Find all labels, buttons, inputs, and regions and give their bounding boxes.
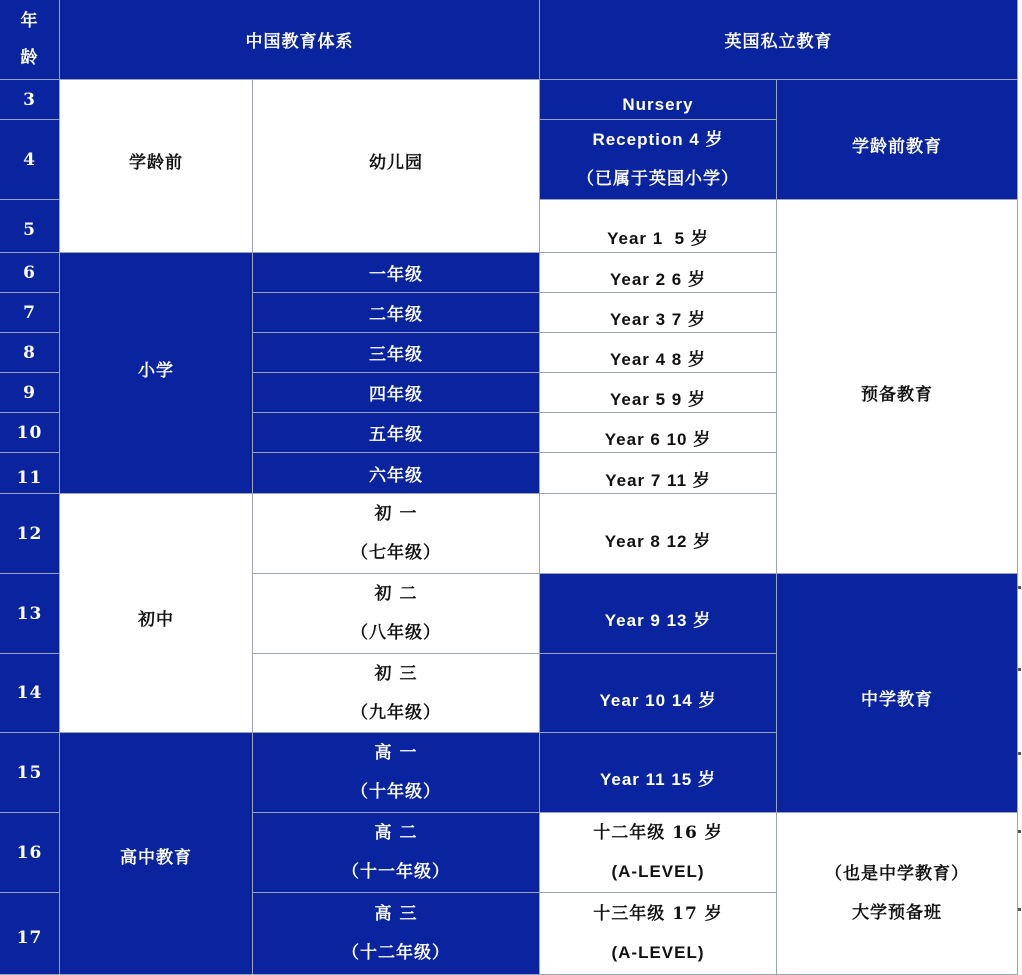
uk-year-label: Year 1 5 岁 (607, 228, 709, 248)
china-grade-sublabel: （十二年级） (342, 943, 450, 963)
header-china-system (60, 0, 540, 80)
uk-year-label: 十三年级 17 岁 (593, 904, 723, 924)
china-grade-label: 高 三 (374, 904, 418, 924)
age-cell (0, 333, 60, 373)
age-cell (0, 733, 60, 813)
uk-year-7 (540, 453, 777, 494)
age-label: 9 (23, 382, 36, 403)
uk-year-6 (540, 413, 777, 453)
china-stage-preschool (60, 80, 253, 253)
age-cell (0, 120, 60, 200)
china-grade-label: 六年级 (369, 465, 423, 486)
china-grade-label: 初 三 (374, 663, 418, 684)
uk-year-sublabel: (A-LEVEL) (611, 943, 705, 962)
uk-year-label: Year 9 13 岁 (604, 611, 712, 630)
age-cell (0, 494, 60, 574)
china-grade-sublabel: （十年级） (351, 782, 441, 802)
age-label: 3 (23, 89, 36, 110)
uk-stage-label: 中学教育 (861, 689, 933, 710)
china-grade-sublabel: （九年级） (351, 702, 441, 723)
uk-stage-sixth-form (777, 813, 1018, 975)
age-cell (0, 253, 60, 293)
uk-stage-preschool (777, 80, 1018, 200)
uk-year-4 (540, 333, 777, 373)
china-grade-label: 二年级 (369, 305, 423, 325)
china-stage-label: 初中 (138, 609, 174, 630)
uk-year-5 (540, 373, 777, 413)
china-grade-senior-3 (253, 893, 540, 975)
uk-stage-label: 学龄前教育 (852, 137, 942, 157)
age-cell (0, 200, 60, 253)
china-grade-junior-2 (253, 574, 540, 654)
header-age-bottom: 龄 (20, 48, 39, 68)
age-label: 17 (16, 927, 43, 948)
china-stage-label: 高中教育 (120, 848, 192, 868)
age-label: 6 (23, 262, 36, 283)
china-stage-label: 小学 (138, 360, 174, 381)
age-cell (0, 654, 60, 733)
uk-year-label: Year 10 14 岁 (599, 690, 717, 710)
uk-year-sublabel: （已属于英国小学） (577, 169, 739, 188)
age-cell (0, 453, 60, 494)
age-cell (0, 80, 60, 120)
uk-year-label: Reception 4 岁 (592, 130, 724, 149)
uk-year-9 (540, 574, 777, 654)
uk-year-label: Nursery (622, 94, 694, 114)
china-stage-label: 学龄前 (129, 152, 183, 173)
age-cell (0, 413, 60, 453)
uk-year-label: Year 6 10 岁 (604, 430, 712, 449)
uk-year-10 (540, 654, 777, 733)
age-label: 13 (16, 603, 43, 624)
china-grade-label: 初 一 (374, 504, 418, 524)
age-cell (0, 373, 60, 413)
china-grade-4 (253, 373, 540, 413)
age-label: 14 (16, 683, 43, 703)
china-grade-6 (253, 453, 540, 494)
edge-mark (1018, 908, 1021, 911)
china-grade-sublabel: （七年级） (351, 543, 441, 563)
china-stage-senior (60, 733, 253, 975)
uk-year-label: Year 2 6 岁 (609, 270, 706, 289)
uk-year-3 (540, 293, 777, 333)
uk-stage-label: （也是中学教育） (825, 864, 969, 884)
china-grade-label: 一年级 (369, 265, 423, 285)
uk-year-label: Year 11 15 岁 (600, 770, 716, 789)
china-grade-1 (253, 253, 540, 293)
header-age-top: 年 (20, 11, 39, 31)
header-age-cell (0, 0, 60, 80)
china-grade-label: 四年级 (369, 385, 423, 405)
uk-year-label: Year 7 11 岁 (605, 470, 711, 490)
edge-mark (1018, 830, 1021, 833)
uk-year-sublabel: (A-LEVEL) (611, 862, 705, 881)
uk-stage-secondary (777, 574, 1018, 813)
header-china-label: 中国教育体系 (245, 32, 354, 52)
china-grade-label: 幼儿园 (369, 152, 423, 173)
uk-year-reception (540, 120, 777, 200)
uk-year-2 (540, 253, 777, 293)
age-label: 16 (16, 842, 43, 863)
china-grade-junior-1 (253, 494, 540, 574)
age-label: 10 (16, 422, 43, 443)
china-grade-label: 三年级 (369, 345, 423, 365)
china-grade-2 (253, 293, 540, 333)
china-grade-5 (253, 413, 540, 453)
age-label: 12 (16, 523, 43, 544)
china-stage-junior (60, 494, 253, 733)
uk-stage-sublabel: 大学预备班 (852, 903, 942, 923)
uk-year-11 (540, 733, 777, 813)
uk-year-label: Year 3 7 岁 (609, 310, 706, 329)
uk-year-label: Year 8 12 岁 (604, 532, 712, 551)
age-label: 8 (23, 342, 36, 363)
age-label: 5 (23, 220, 36, 240)
edge-mark (1018, 752, 1021, 755)
uk-year-13 (540, 893, 777, 975)
uk-stage-prep (777, 200, 1018, 574)
china-grade-label: 五年级 (369, 425, 423, 445)
china-grade-label: 初 二 (374, 584, 418, 604)
uk-year-12 (540, 813, 777, 893)
uk-year-nursery (540, 80, 777, 120)
uk-year-8 (540, 494, 777, 574)
age-cell (0, 893, 60, 975)
age-label: 7 (23, 302, 36, 323)
header-uk-label: 英国私立教育 (724, 32, 833, 52)
edge-mark (1018, 586, 1021, 589)
edge-mark (1018, 668, 1021, 671)
china-grade-label: 高 二 (374, 823, 418, 843)
uk-stage-label: 预备教育 (861, 385, 933, 405)
china-grade-senior-1 (253, 733, 540, 813)
uk-year-1 (540, 200, 777, 253)
china-grade-senior-2 (253, 813, 540, 893)
china-grade-junior-3 (253, 654, 540, 733)
china-grade-kindergarten (253, 80, 540, 253)
uk-year-label: Year 5 9 岁 (609, 390, 706, 409)
age-cell (0, 574, 60, 654)
china-grade-label: 高 一 (374, 743, 418, 763)
age-label: 11 (16, 468, 43, 488)
age-label: 15 (16, 762, 43, 783)
age-label: 4 (23, 149, 36, 170)
china-stage-primary (60, 253, 253, 494)
china-grade-sublabel: （八年级） (351, 623, 441, 643)
china-grade-sublabel: （十一年级） (342, 862, 450, 882)
header-uk-private (540, 0, 1018, 80)
age-cell (0, 813, 60, 893)
uk-year-label: Year 4 8 岁 (609, 350, 706, 369)
china-grade-3 (253, 333, 540, 373)
age-cell (0, 293, 60, 333)
uk-year-label: 十二年级 16 岁 (593, 823, 723, 843)
